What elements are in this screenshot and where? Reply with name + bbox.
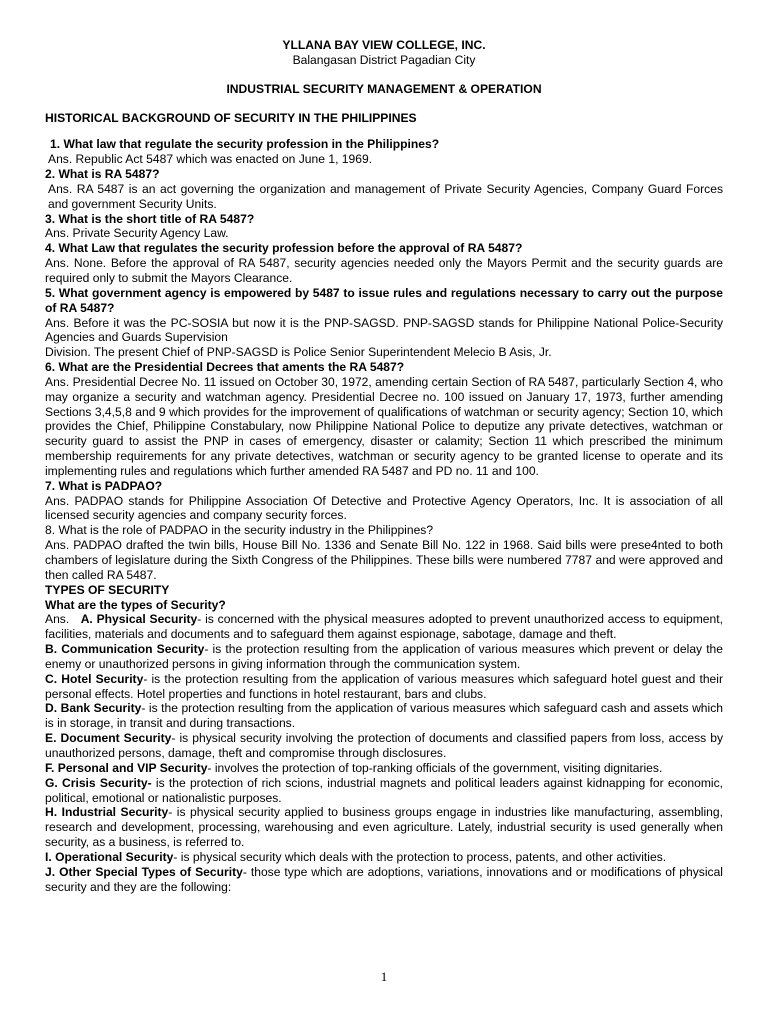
- type-desc: - is concerned with the physical measures adopted to prevent unauthorized access to equipment, facilities, materials and documents and to safeguard them against espionage, sabotage, damage and theft.: [45, 612, 723, 642]
- answer-2: Ans. RA 5487 is an act governing the organization and management of Private Security Agencies, Company Guard Forces and government Security Units.: [48, 181, 723, 211]
- question-6: 6. What are the Presidential Decrees that aments the RA 5487?: [45, 360, 405, 375]
- type-item: [45, 776, 723, 806]
- type-desc: - is physical security which deals with the protection to process, patents, and other activities.: [173, 849, 667, 864]
- types-heading: TYPES OF SECURITY: [45, 582, 170, 597]
- type-term: J. Other Special Types of Security: [45, 864, 243, 879]
- question-2: 2. What is RA 5487?: [45, 167, 160, 182]
- answer-4: Ans. None. Before the approval of RA 5487, security agencies needed only the Mayors Permit and the security guards are required only to submit the Mayors Clearance.: [45, 256, 723, 285]
- question-5: 5. What government agency is empowered by 5487 to issue rules and regulations necessary to carry out the purpose of RA 5487?: [45, 285, 723, 315]
- type-desc: - is physical security involving the protection of documents and classified papers from loss, access by unauthorized persons, damage, theft and compromise through disclosures.: [45, 731, 723, 760]
- question-3: 3. What is the short title of RA 5487?: [45, 211, 255, 226]
- question-7: 7. What is PADPAO?: [45, 478, 163, 493]
- type-desc: - is the protection resulting from the application of various measures which prevent or delay the enemy or unauthorized persons in giving information through the communication system.: [45, 642, 724, 671]
- types-question: What are the types of Security?: [45, 597, 226, 612]
- answer-7: Ans. PADPAO stands for Philippine Association Of Detective and Protective Agency Operators, Inc. It is association of all licensed security agencies and company security forces.: [45, 493, 723, 523]
- answer-5: Ans. Before it was the PC-SOSIA but now it is the PNP-SAGSD. PNP-SAGSD stands for Philippine National Police-Security Agencies and Guards Supervision: [45, 315, 723, 345]
- type-term: I. Operational Security: [45, 849, 174, 864]
- type-term: C. Hotel Security: [45, 671, 144, 686]
- type-desc: is the protection of rich scions, industrial magnets and political leaders against kidnapping for economic, political, emotional or nationalistic purposes.: [45, 775, 723, 805]
- section-title: HISTORICAL BACKGROUND OF SECURITY IN THE PHILIPPINES: [45, 110, 417, 125]
- page-number: 1: [380, 969, 388, 984]
- type-term: B. Communication Security: [45, 642, 205, 657]
- question-8: 8. What is the role of PADPAO in the security industry in the Philippines?: [45, 523, 434, 538]
- answer-8: Ans. PADPAO drafted the twin bills, House Bill No. 1336 and Senate Bill No. 122 in 1968. Said bills were prese4nted to both chambers of legislature during the Sixth Congress of the Philippines. These bills were numbered 7787 and were approved and then called RA 5487.: [45, 538, 723, 582]
- type-item: [45, 761, 723, 776]
- type-term: H. Industrial Security: [45, 805, 169, 820]
- type-item: [45, 701, 723, 731]
- type-term: D. Bank Security: [45, 701, 142, 716]
- type-item: [45, 865, 723, 895]
- answer-1: Ans. Republic Act 5487 which was enacted on June 1, 1969.: [48, 152, 373, 167]
- type-item: [45, 731, 723, 761]
- type-item: [45, 642, 723, 672]
- type-desc: - is physical security applied to business groups engage in industries like manufacturing, assembling, research and development, processing, warehousing and even agriculture. Lately, industrial security is used generally when security, as a business, is referred to.: [45, 805, 723, 850]
- type-desc: - involves the protection of top-ranking officials of the government, visiting dignitaries.: [207, 760, 663, 775]
- college-address: Balangasan District Pagadian City: [292, 52, 476, 67]
- document-page: [45, 38, 723, 894]
- question-1: 1. What law that regulate the security profession in the Philippines?: [50, 137, 440, 152]
- type-desc: - those type which are adoptions, variations, innovations and or modifications of physical security and they are the following:: [45, 864, 723, 894]
- type-desc: - is the protection resulting from the application of various measures which safeguard cash and assets which is in storage, in transit and during transactions.: [45, 701, 723, 731]
- course-title: INDUSTRIAL SECURITY MANAGEMENT & OPERATION: [226, 81, 542, 96]
- type-desc: - is the protection resulting from the application of various measures which safeguard hotel guest and their personal effects. Hotel properties and functions in hotel restaurant, bars and clubs.: [45, 671, 723, 701]
- type-prefix: Ans: [45, 612, 66, 627]
- type-term: E. Document Security: [45, 731, 172, 746]
- type-prefix-sep: .: [65, 612, 81, 627]
- question-4: 4. What Law that regulates the security profession before the approval of RA 5487?: [45, 241, 523, 256]
- type-item: [45, 612, 723, 642]
- type-item: [45, 805, 723, 850]
- type-term: F. Personal and VIP Security: [45, 760, 208, 775]
- type-term: G. Crisis Security-: [45, 775, 152, 790]
- answer-6: Ans. Presidential Decree No. 11 issued on October 30, 1972, amending certain Section of RA 5487, particularly Section 4, who may organize a security and watchman agency. Presidential Decree no. 100 issued on January 17, 1973, further amending Sections 3,4,5,8 and 9 which provides for the improvement of qualifications of watchman or security agency; Section 10, which provides the Chief, Philippine Constabulary, now Philippine National Police to deputize any private detectives, watchman or security guard to assist the PNP in cases of emergency, disaster or calamity; Section 11 which prescribed the minimum membership requirements for any private detectives, watchman or security agency to be granted license to operate and its implementing rules and regulations which further amended RA 5487 and PD no. 11 and 100.: [45, 374, 723, 478]
- answer-3: Ans. Private Security Agency Law.: [45, 226, 229, 241]
- college-name: YLLANA BAY VIEW COLLEGE, INC.: [282, 38, 486, 52]
- answer-5-continued: Division. The present Chief of PNP-SAGSD is Police Senior Superintendent Melecio B Asis, Jr.: [45, 345, 552, 360]
- type-item: [45, 850, 723, 865]
- type-term: A. Physical Security: [80, 612, 198, 627]
- type-item: [45, 672, 723, 702]
